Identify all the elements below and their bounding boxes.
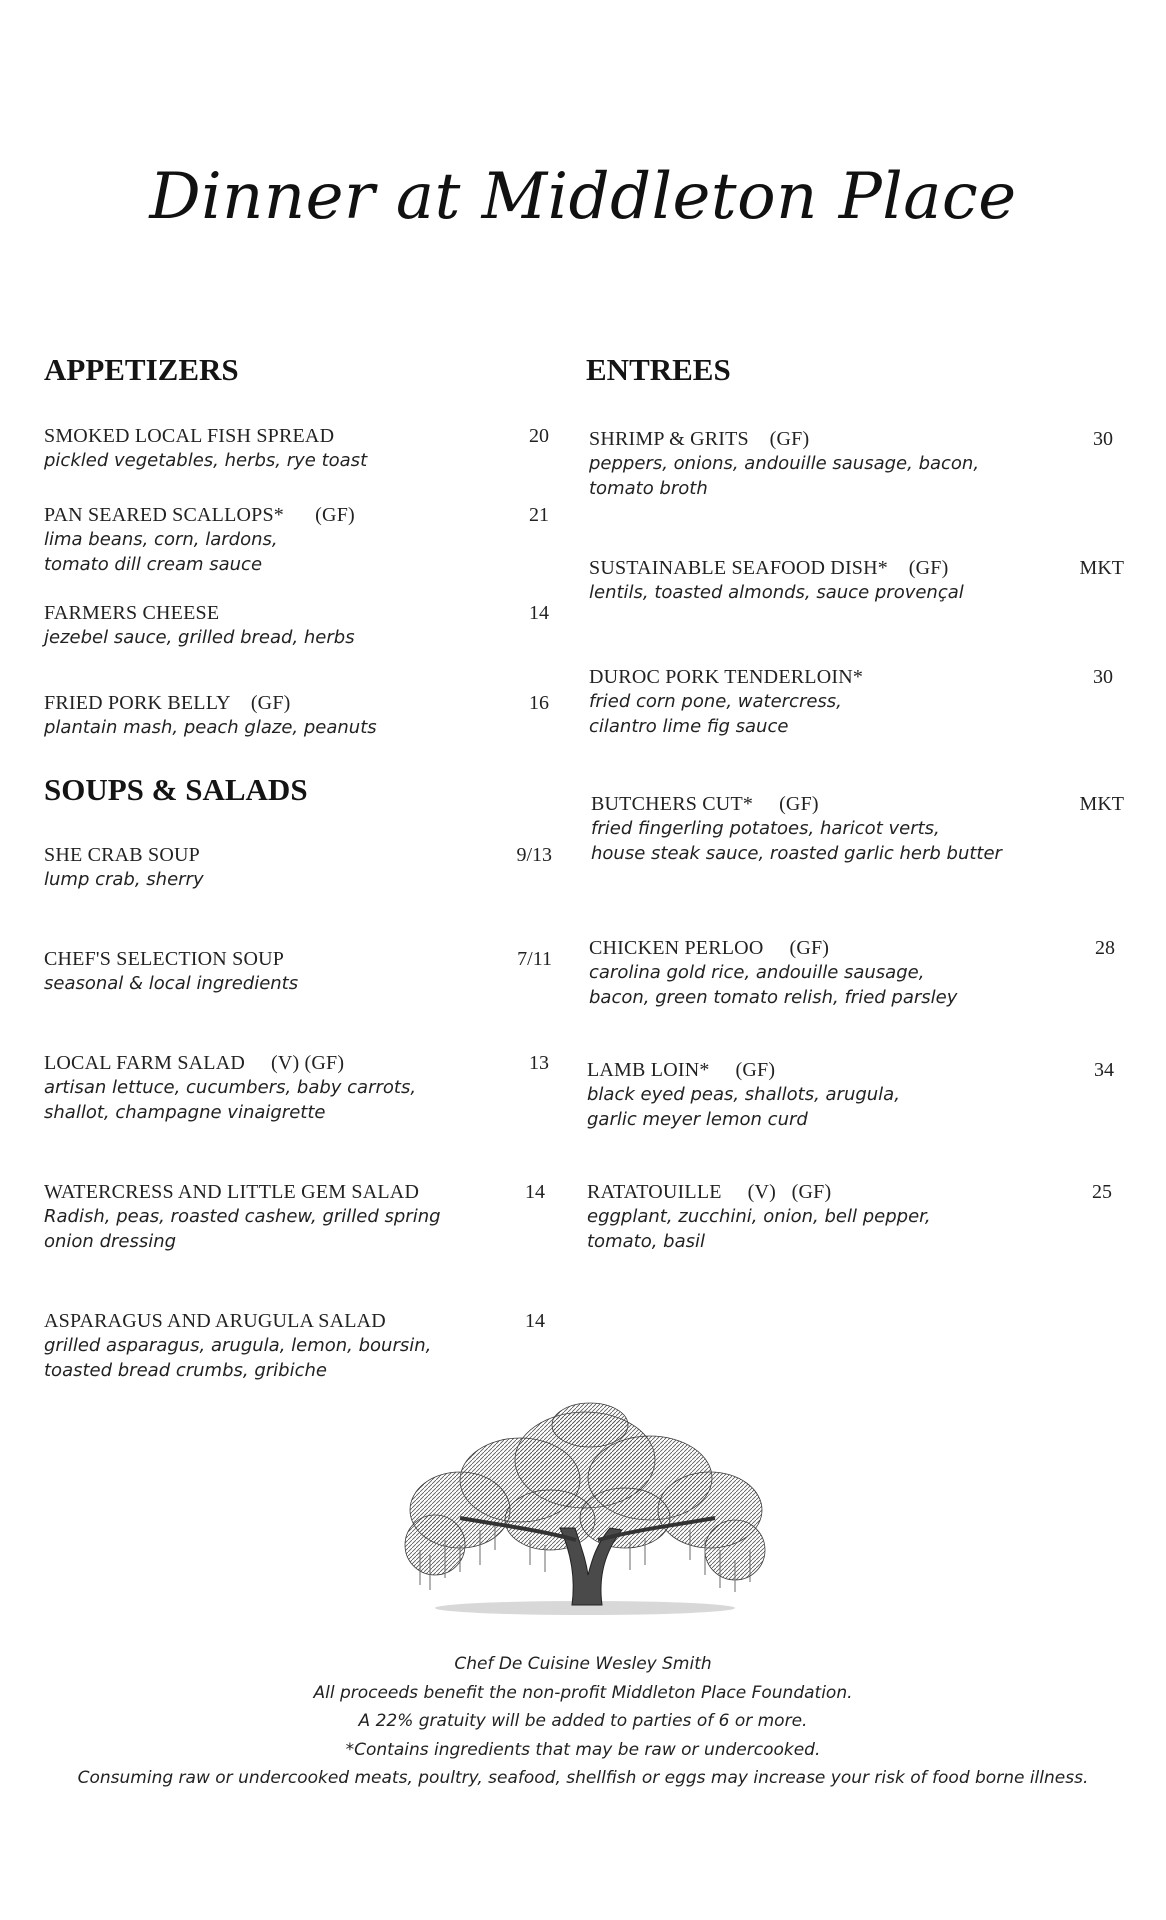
menu-item-watercress-little-gem-salad	[44, 1180, 545, 1254]
menu-item-farmers-cheese	[44, 601, 549, 650]
menu-item-duroc-pork-tenderloin	[589, 665, 1113, 739]
soups-salads-heading: SOUPS & SALADS	[44, 772, 308, 807]
chef-credit: Chef De Cuisine Wesley Smith	[454, 1654, 712, 1674]
item-name: PAN SEARED SCALLOPS* (GF)	[44, 504, 355, 526]
menu-item-she-crab-soup	[44, 843, 552, 892]
item-name: CHEF'S SELECTION SOUP	[44, 948, 285, 970]
item-price: 20	[529, 425, 549, 447]
item-name: SMOKED LOCAL FISH SPREAD	[44, 425, 335, 447]
menu-item-local-farm-salad	[44, 1051, 549, 1125]
item-description: toasted bread crumbs, gribiche	[44, 1360, 327, 1381]
item-price: 34	[1094, 1059, 1114, 1081]
item-name: CHICKEN PERLOO (GF)	[589, 937, 830, 959]
foundation-note: All proceeds benefit the non-profit Middleton Place Foundation.	[313, 1682, 853, 1703]
item-description: bacon, green tomato relish, fried parsley	[589, 987, 958, 1008]
item-name: ASPARAGUS AND ARUGULA SALAD	[44, 1310, 386, 1332]
item-description: fried corn pone, watercress,	[589, 691, 842, 712]
item-description: grilled asparagus, arugula, lemon, boursin,	[44, 1335, 432, 1356]
item-price: MKT	[1079, 793, 1124, 815]
item-name: SHRIMP & GRITS (GF)	[589, 428, 810, 450]
oak-tree-illustration	[400, 1400, 770, 1620]
item-description: shallot, champagne vinaigrette	[44, 1102, 326, 1123]
footer-notes	[0, 1650, 1166, 1793]
item-description: jezebel sauce, grilled bread, herbs	[44, 627, 355, 648]
item-description: garlic meyer lemon curd	[587, 1109, 808, 1130]
gratuity-note: A 22% gratuity will be added to parties of 6 or more.	[358, 1711, 808, 1731]
item-price: 7/11	[517, 948, 552, 970]
item-description: eggplant, zucchini, onion, bell pepper,	[587, 1206, 931, 1227]
item-description: house steak sauce, roasted garlic herb butter	[591, 843, 1002, 864]
menu-item-butchers-cut	[591, 792, 1124, 866]
item-description: Radish, peas, roasted cashew, grilled spring	[44, 1206, 441, 1227]
item-name: SUSTAINABLE SEAFOOD DISH* (GF)	[589, 557, 949, 579]
menu-item-pan-seared-scallops	[44, 503, 549, 577]
item-price: 14	[525, 1181, 545, 1203]
item-description: lima beans, corn, lardons,	[44, 529, 278, 550]
appetizers-heading: APPETIZERS	[44, 352, 239, 387]
item-name: LOCAL FARM SALAD (V) (GF)	[44, 1052, 345, 1074]
item-name: SHE CRAB SOUP	[44, 844, 200, 866]
item-description: tomato dill cream sauce	[44, 554, 263, 575]
item-price: MKT	[1079, 557, 1124, 579]
item-price: 25	[1092, 1181, 1112, 1203]
entrees-heading: ENTREES	[586, 352, 731, 387]
item-description: onion dressing	[44, 1231, 177, 1252]
menu-item-chefs-selection-soup	[44, 947, 552, 996]
item-description: cilantro lime fig sauce	[589, 716, 789, 737]
item-price: 30	[1093, 666, 1113, 688]
item-name: WATERCRESS AND LITTLE GEM SALAD	[44, 1181, 420, 1203]
health-warning: Consuming raw or undercooked meats, poultry, seafood, shellfish or eggs may increase your risk of food borne illness.	[77, 1768, 1089, 1788]
item-price: 21	[529, 504, 549, 526]
item-price: 16	[529, 692, 549, 714]
item-price: 14	[529, 602, 549, 624]
item-description: fried fingerling potatoes, haricot verts,	[591, 818, 940, 839]
menu-item-asparagus-arugula-salad	[44, 1309, 545, 1383]
raw-ingredient-note: *Contains ingredients that may be raw or undercooked.	[345, 1739, 821, 1760]
item-description: lentils, toasted almonds, sauce provençal	[589, 582, 964, 603]
item-description: black eyed peas, shallots, arugula,	[587, 1084, 900, 1105]
item-name: FRIED PORK BELLY (GF)	[44, 692, 291, 714]
item-description: lump crab, sherry	[44, 869, 204, 890]
menu-item-lamb-loin	[587, 1058, 1114, 1132]
item-description: tomato broth	[589, 478, 708, 499]
item-name: DUROC PORK TENDERLOIN*	[589, 666, 864, 688]
item-description: plantain mash, peach glaze, peanuts	[44, 717, 377, 738]
item-price: 13	[529, 1052, 549, 1074]
item-price: 14	[525, 1310, 545, 1332]
menu-title: Dinner at Middleton Place	[149, 160, 1017, 234]
item-price: 9/13	[516, 844, 552, 866]
item-name: BUTCHERS CUT* (GF)	[591, 793, 819, 815]
item-name: LAMB LOIN* (GF)	[587, 1059, 776, 1081]
menu-item-chicken-perloo	[589, 936, 1115, 1010]
item-name: RATATOUILLE (V) (GF)	[587, 1181, 832, 1203]
item-description: tomato, basil	[587, 1231, 705, 1252]
item-description: pickled vegetables, herbs, rye toast	[44, 450, 368, 471]
menu-item-shrimp-grits	[589, 427, 1113, 501]
item-price: 30	[1093, 428, 1113, 450]
item-description: artisan lettuce, cucumbers, baby carrots,	[44, 1077, 417, 1098]
menu-item-ratatouille	[587, 1180, 1112, 1254]
item-price: 28	[1095, 937, 1115, 959]
menu-item-sustainable-seafood-dish	[589, 556, 1124, 605]
menu-item-fried-pork-belly	[44, 691, 549, 740]
item-description: peppers, onions, andouille sausage, bacon,	[589, 453, 980, 474]
item-description: seasonal & local ingredients	[44, 973, 299, 994]
item-name: FARMERS CHEESE	[44, 602, 220, 624]
item-description: carolina gold rice, andouille sausage,	[589, 962, 925, 983]
menu-item-smoked-fish-spread	[44, 424, 549, 473]
